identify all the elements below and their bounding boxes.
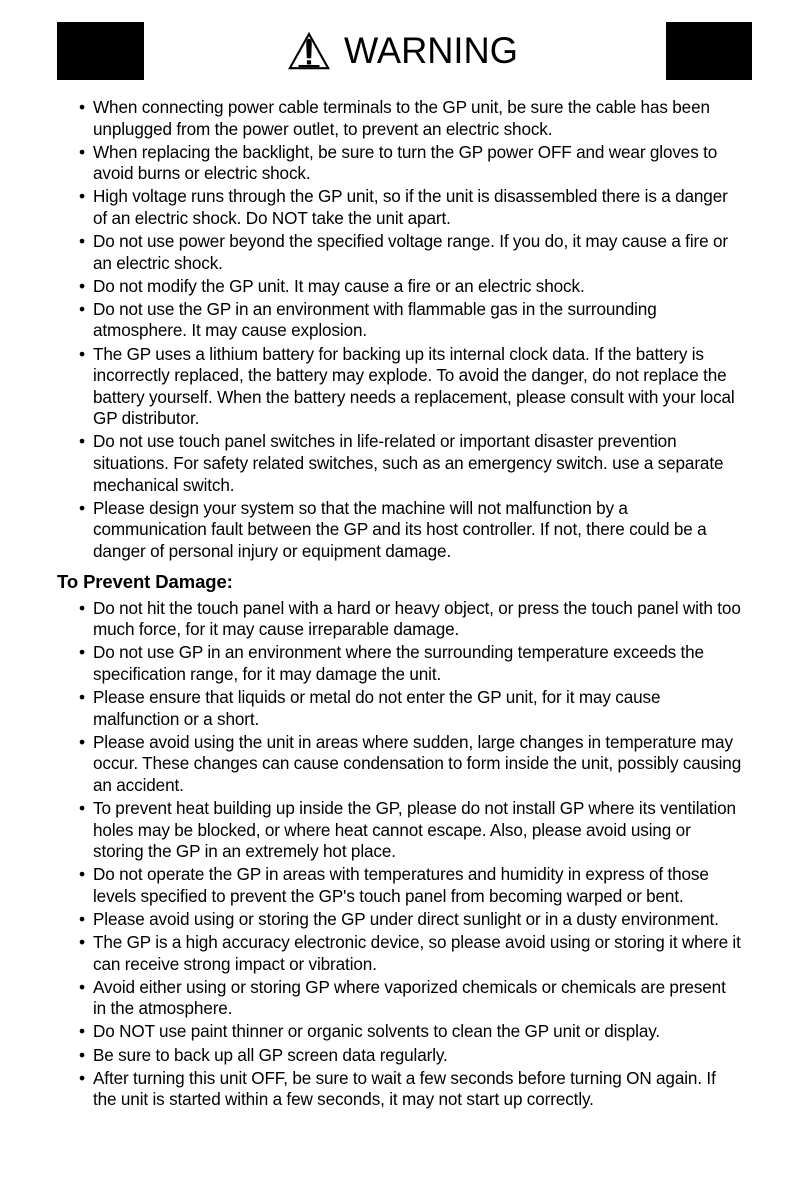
bullet-marker-icon: •	[79, 932, 85, 953]
warning-list-item-text: High voltage runs through the GP unit, so if the unit is disassembled there is a danger of an electric shock. Do NOT take the unit apart.	[93, 186, 728, 228]
bullet-marker-icon: •	[79, 343, 85, 364]
damage-list-item-text: Be sure to back up all GP screen data regularly.	[93, 1044, 448, 1065]
bullet-marker-icon: •	[79, 909, 85, 929]
bullet-marker-icon: •	[79, 1044, 85, 1065]
warning-list-item-text: Do not use touch panel switches in life-related or important disaster prevention situations. For safety related switches, such as an emergency switch. use a separate mechanical switch.	[93, 431, 724, 495]
bullet-marker-icon: •	[79, 1067, 85, 1088]
warning-list-item-text: Do not use power beyond the specified voltage range. If you do, it may cause a fire or an electric shock.	[93, 231, 728, 273]
bullet-marker-icon: •	[79, 731, 85, 752]
damage-list-item-text: Do not use GP in an environment where the surrounding temperature exceeds the specification range, for it may damage the unit.	[93, 642, 704, 684]
damage-list-item	[57, 932, 752, 975]
warning-title: WARNING	[343, 29, 518, 71]
bullet-marker-icon: •	[79, 497, 85, 518]
damage-list-item-text: Please avoid using the unit in areas where sudden, large changes in temperature may occur. These changes can cause condensation to form inside the unit, possibly causing an accident.	[93, 731, 742, 795]
bullet-marker-icon: •	[79, 186, 85, 207]
damage-list-item	[57, 732, 752, 797]
warning-list-item	[57, 276, 752, 298]
bullet-marker-icon: •	[79, 687, 85, 708]
damage-list-item-text: Avoid either using or storing GP where vaporized chemicals or chemicals are present in the atmosphere.	[93, 976, 726, 1019]
warning-list-item-text: When replacing the backlight, be sure to turn the GP power OFF and wear gloves to avoid burns or electric shock.	[93, 141, 718, 184]
bullet-marker-icon: •	[79, 275, 85, 296]
damage-list-item-text: After turning this unit OFF, be sure to wait a few seconds before turning ON again. If the unit is started within a few seconds, it may not start up correctly.	[93, 1067, 716, 1110]
damage-list-item	[57, 1021, 752, 1043]
warning-list-item	[57, 344, 752, 430]
warning-list-item	[57, 142, 752, 185]
bullet-marker-icon: •	[79, 798, 85, 819]
damage-list-item	[57, 642, 752, 685]
warning-list-item-text: Do not use the GP in an environment with flammable gas in the surrounding atmosphere. It may cause explosion.	[93, 298, 657, 341]
bullet-marker-icon: •	[79, 231, 85, 252]
warning-list-item-text: The GP uses a lithium battery for backing up its internal clock data. If the battery is incorrectly replaced, the battery may explode. To avoid the danger, do not replace the battery yourself. When the battery needs a replacement, please consult with your local GP distributor.	[93, 343, 735, 429]
damage-list-item	[57, 687, 752, 730]
damage-list-item-text: Please avoid using or storing the GP under direct sunlight or in a dusty environment.	[93, 909, 719, 929]
warning-list-item	[57, 498, 752, 563]
bullet-marker-icon: •	[79, 141, 85, 162]
damage-list-item	[57, 977, 752, 1020]
warning-banner	[57, 22, 752, 80]
warning-list-item	[57, 186, 752, 229]
damage-list-item-text: Do not operate the GP in areas with temperatures and humidity in express of those levels specified to prevent the GP's touch panel from becoming warped or bent.	[93, 864, 709, 906]
damage-list-item-text: Do not hit the touch panel with a hard or heavy object, or press the touch panel with too much force, for it may cause irreparable damage.	[93, 597, 741, 640]
warning-list-item-text: Do not modify the GP unit. It may cause a fire or an electric shock.	[93, 275, 585, 296]
warning-banner-panel	[144, 22, 666, 80]
bullet-marker-icon: •	[79, 431, 85, 452]
damage-list-item	[57, 598, 752, 641]
damage-list-item-text: To prevent heat building up inside the GP, please do not install GP where its ventilation holes may be blocked, or where heat cannot escape. Also, please avoid using or storing the GP in an extremely hot place.	[93, 798, 736, 862]
warning-list-item-text: When connecting power cable terminals to the GP unit, be sure the cable has been unplugged from the power outlet, to prevent an electric shock.	[93, 97, 710, 139]
damage-list-item	[57, 1045, 752, 1067]
damage-list-item-text: Do NOT use paint thinner or organic solvents to clean the GP unit or display.	[93, 1021, 661, 1042]
bullet-marker-icon: •	[79, 642, 85, 663]
to-prevent-damage-heading: To Prevent Damage:	[57, 570, 233, 592]
warning-list-item-text: Please design your system so that the machine will not malfunction by a communication fault between the GP and its host controller. If not, there could be a danger of personal injury or equipment damage.	[93, 497, 707, 561]
bullet-marker-icon: •	[79, 298, 85, 319]
damage-list-item	[57, 864, 752, 907]
damage-list-item-text: The GP is a high accuracy electronic device, so please avoid using or storing it where it can receive strong impact or vibration.	[93, 932, 741, 974]
warning-list-item	[57, 97, 752, 140]
damage-bullet-list	[57, 598, 752, 1111]
bullet-marker-icon: •	[79, 97, 85, 117]
bullet-marker-icon: •	[79, 1021, 85, 1042]
damage-list-item-text: Please ensure that liquids or metal do not enter the GP unit, for it may cause malfunction or a short.	[93, 687, 661, 729]
bullet-marker-icon: •	[79, 976, 85, 997]
warning-bullet-list	[57, 97, 752, 562]
damage-list-item	[57, 798, 752, 863]
bullet-marker-icon: •	[79, 597, 85, 618]
warning-list-item	[57, 431, 752, 496]
warning-triangle-exclamation-icon	[288, 32, 330, 72]
bullet-marker-icon: •	[79, 864, 85, 885]
damage-list-item	[57, 909, 752, 931]
warning-list-item	[57, 299, 752, 342]
document-content	[57, 97, 752, 1112]
warning-list-item	[57, 231, 752, 274]
damage-list-item	[57, 1068, 752, 1111]
